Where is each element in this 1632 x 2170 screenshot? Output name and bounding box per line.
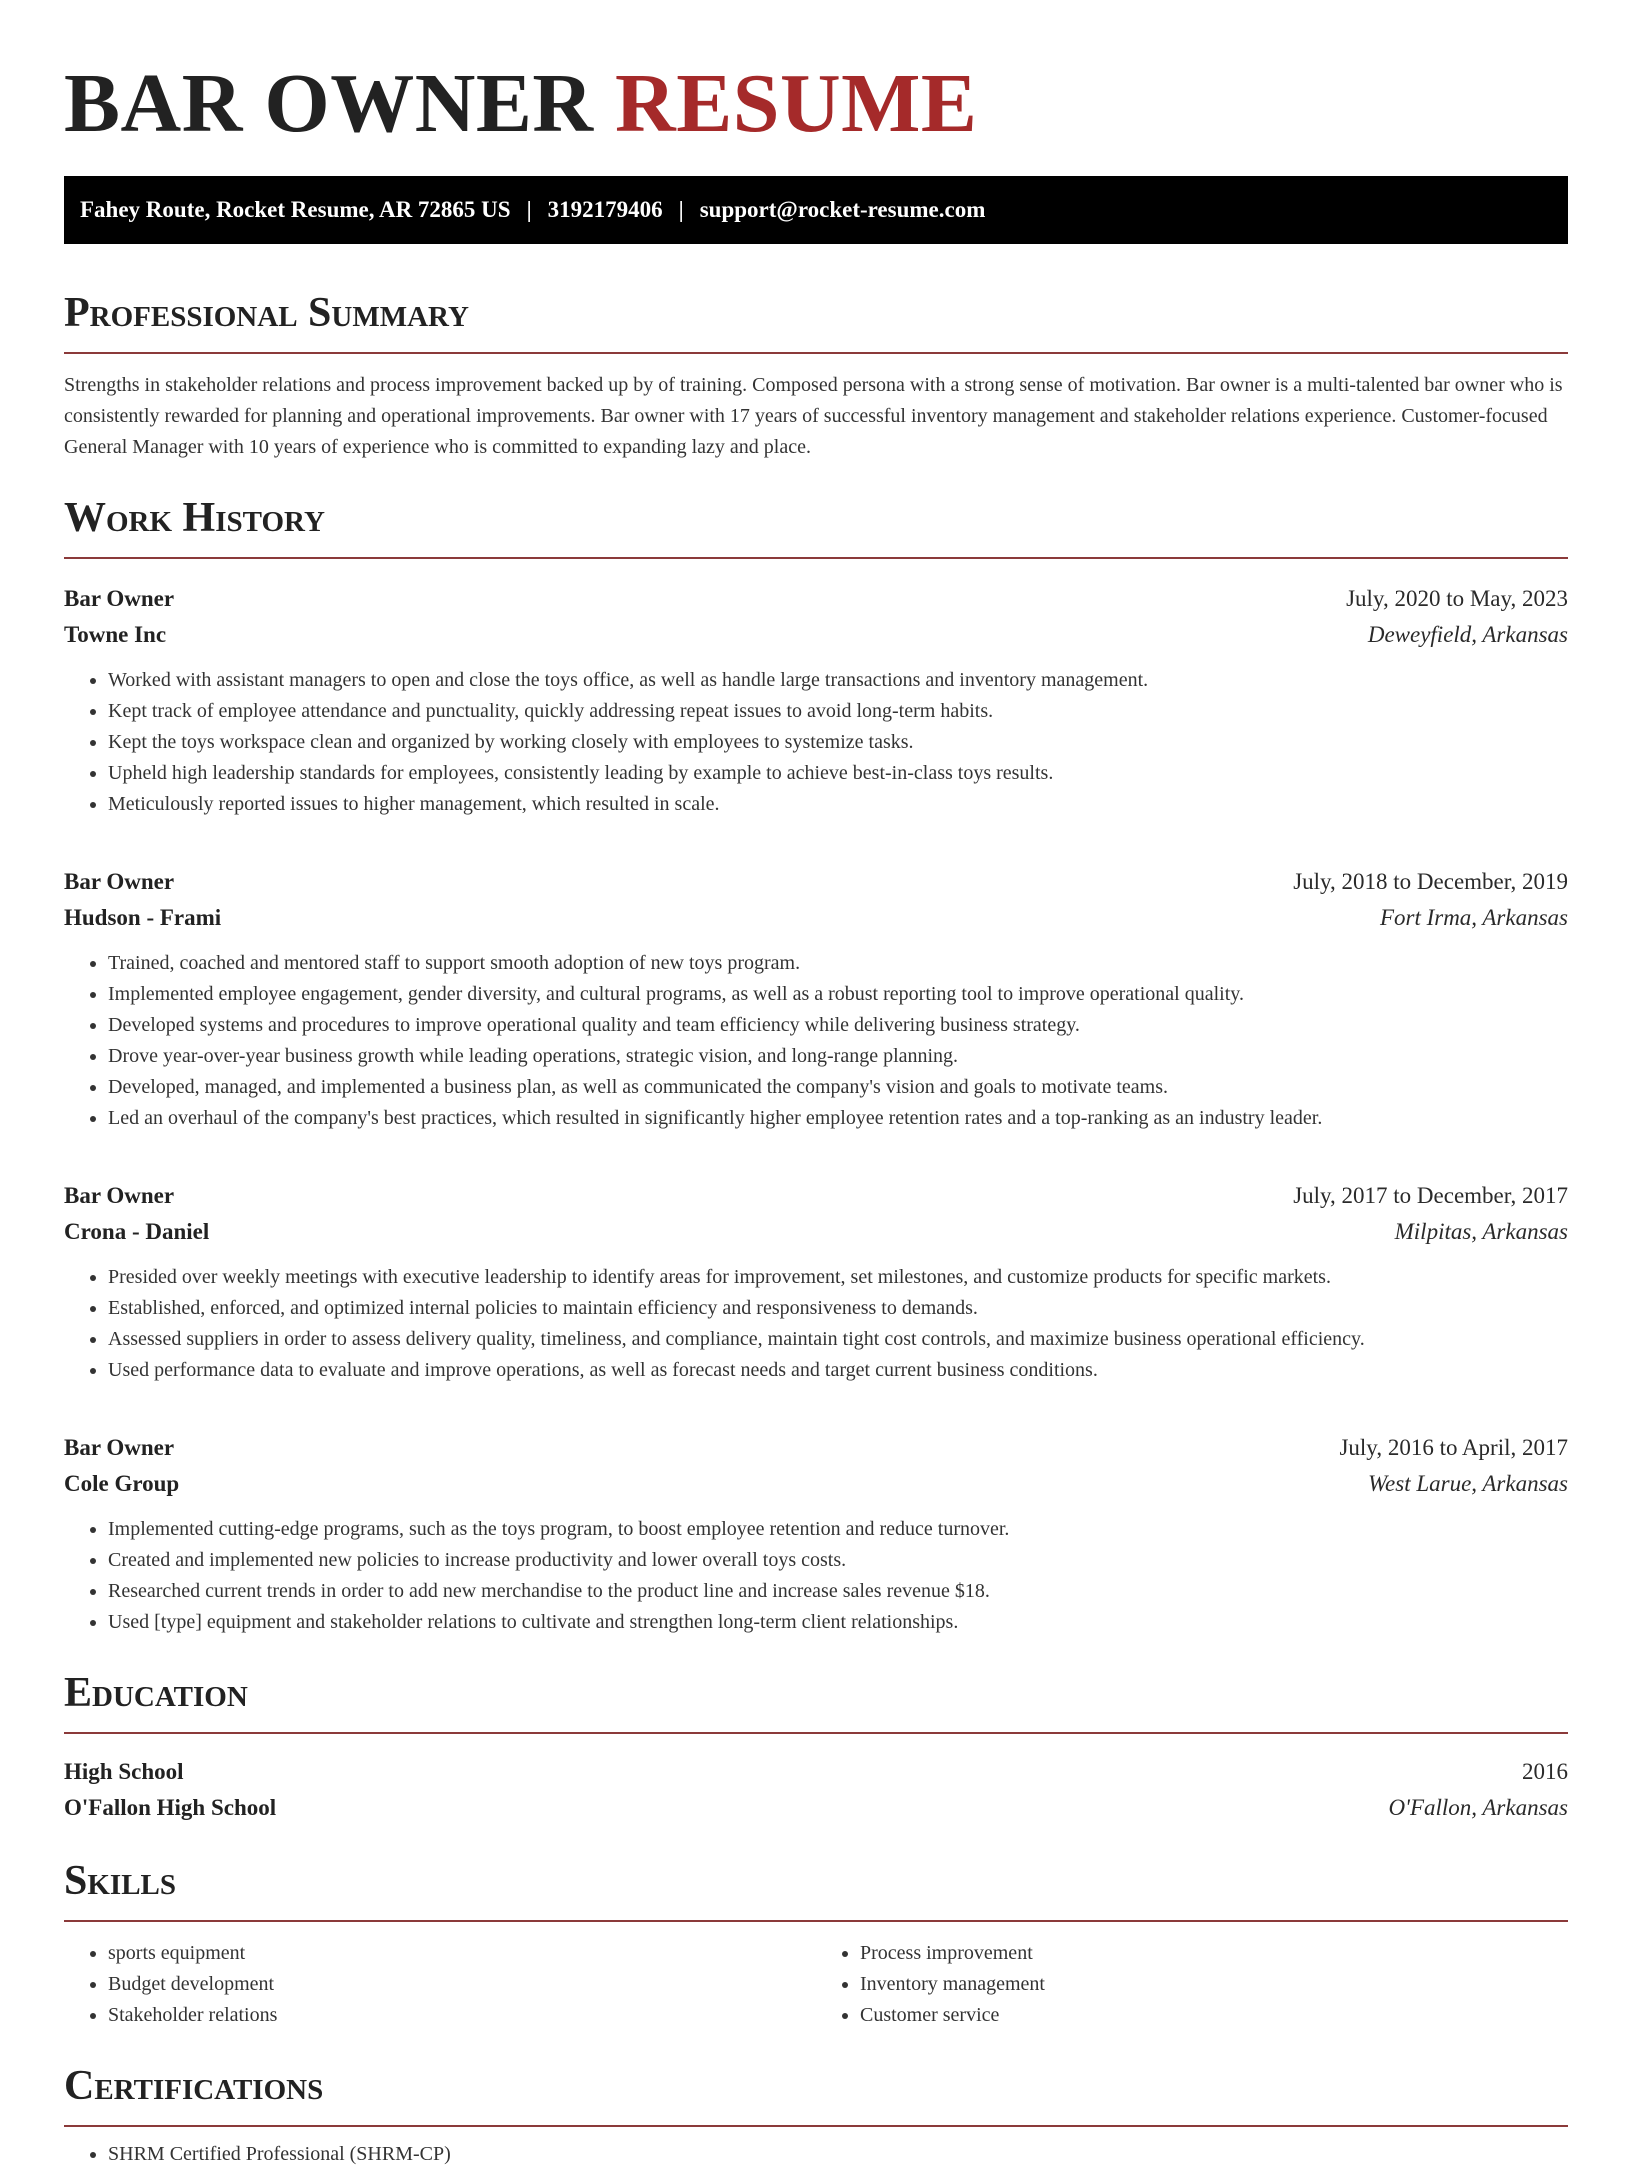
skill-item: • Stakeholder relations: [108, 2000, 816, 2031]
job-entry: [64, 1430, 1568, 1638]
job-bullet: • Worked with assistant managers to open and close the toys office, as well as handle large transactions and inventory management.: [108, 665, 1568, 696]
contact-bar: [64, 176, 1568, 244]
skill-item: • Budget development: [108, 1969, 816, 2000]
education-school: O'Fallon High School: [64, 1795, 277, 1820]
job-bullets: [64, 1514, 1568, 1638]
job-bullet: • Led an overhaul of the company's best practices, which resulted in significantly higher employee retention rates and a top-ranking as an industry leader.: [108, 1103, 1568, 1134]
education-heading: Education: [64, 1668, 1568, 1734]
job-bullet: • Trained, coached and mentored staff to support smooth adoption of new toys program.: [108, 948, 1568, 979]
job-bullet: • Used [type] equipment and stakeholder relations to cultivate and strengthen long-term client relationships.: [108, 1607, 1568, 1638]
job-bullet: • Implemented employee engagement, gender diversity, and cultural programs, as well as a robust reporting tool to improve operational quality.: [108, 979, 1568, 1010]
job-location: Fort Irma, Arkansas: [1379, 905, 1568, 930]
job-company: Cole Group: [64, 1471, 180, 1496]
job-title: Bar Owner: [64, 586, 175, 611]
job-entry: [64, 864, 1568, 1134]
job-company: Towne Inc: [64, 622, 167, 647]
job-bullet: • Researched current trends in order to add new merchandise to the product line and increase sales revenue $18.: [108, 1576, 1568, 1607]
skills-heading: Skills: [64, 1856, 1568, 1922]
job-title: Bar Owner: [64, 869, 175, 894]
education-entry: [64, 1754, 1568, 1826]
skill-item: • Inventory management: [860, 1969, 1568, 2000]
job-row: [64, 1178, 1568, 1214]
job-row: [64, 1466, 1568, 1502]
summary-heading: Professional Summary: [64, 288, 1568, 354]
job-bullet: • Developed, managed, and implemented a business plan, as well as communicated the company's vision and goals to motivate teams.: [108, 1072, 1568, 1103]
skills-section: [64, 1856, 1568, 2031]
job-bullet: • Kept track of employee attendance and punctuality, quickly addressing repeat issues to avoid long-term habits.: [108, 696, 1568, 727]
resume-title: [64, 58, 1568, 150]
job-bullet: • Drove year-over-year business growth while leading operations, strategic vision, and long-range planning.: [108, 1041, 1568, 1072]
job-bullet: • Kept the toys workspace clean and organized by working closely with employees to systemize tasks.: [108, 727, 1568, 758]
job-bullets: [64, 665, 1568, 820]
job-bullet: • Assessed suppliers in order to assess delivery quality, timeliness, and compliance, maintain tight cost controls, and maximize business operational efficiency.: [108, 1324, 1568, 1355]
job-bullets: [64, 1262, 1568, 1386]
education-row: [64, 1790, 1568, 1826]
skills-grid: [64, 1938, 1568, 2031]
job-dates: July, 2016 to April, 2017: [1339, 1435, 1568, 1460]
skill-item: • sports equipment: [108, 1938, 816, 1969]
contact-phone: 3192179406: [547, 197, 663, 222]
contact-separator: |: [526, 197, 532, 222]
contact-separator: |: [678, 197, 684, 222]
title-accent: RESUME: [615, 57, 978, 150]
skills-left-column: [64, 1938, 816, 2031]
contact-address: Fahey Route, Rocket Resume, AR 72865 US: [80, 197, 511, 222]
skills-right-column: [816, 1938, 1568, 2031]
job-title: Bar Owner: [64, 1183, 175, 1208]
education-row: [64, 1754, 1568, 1790]
job-row: [64, 581, 1568, 617]
job-list: [64, 581, 1568, 1638]
education-degree: High School: [64, 1759, 184, 1784]
contact-email: support@rocket-resume.com: [699, 197, 986, 222]
job-location: Milpitas, Arkansas: [1394, 1219, 1568, 1244]
summary-text: Strengths in stakeholder relations and process improvement backed up by of training. Composed persona with a strong sense of motivation. Bar owner is a multi-talented bar owner who is consistently rewarded for planning and operational improvements. Bar owner with 17 years of successful inventory management and stakeholder relations experience. Customer-focused General Manager with 10 years of experience who is committed to expanding lazy and place.: [64, 374, 1563, 458]
job-bullet: • Implemented cutting-edge programs, such as the toys program, to boost employee retention and reduce turnover.: [108, 1514, 1568, 1545]
education-location: O'Fallon, Arkansas: [1388, 1795, 1568, 1820]
job-entry: [64, 581, 1568, 820]
job-bullet: • Upheld high leadership standards for employees, consistently leading by example to achieve best-in-class toys results.: [108, 758, 1568, 789]
job-title: Bar Owner: [64, 1435, 175, 1460]
skill-item: • Process improvement: [860, 1938, 1568, 1969]
certifications-heading: Certifications: [64, 2061, 1568, 2127]
job-row: [64, 864, 1568, 900]
job-row: [64, 1430, 1568, 1466]
summary-section: [64, 288, 1568, 463]
job-bullet: • Meticulously reported issues to higher management, which resulted in scale.: [108, 789, 1568, 820]
job-dates: July, 2017 to December, 2017: [1293, 1183, 1568, 1208]
job-bullet: • Presided over weekly meetings with executive leadership to identify areas for improvement, set milestones, and customize products for specific markets.: [108, 1262, 1568, 1293]
job-location: Deweyfield, Arkansas: [1367, 622, 1568, 647]
job-company: Crona - Daniel: [64, 1219, 210, 1244]
job-row: [64, 900, 1568, 936]
job-dates: July, 2020 to May, 2023: [1346, 586, 1568, 611]
certification-item: • SHRM Certified Professional (SHRM-CP): [108, 2139, 1568, 2170]
job-company: Hudson - Frami: [64, 905, 222, 930]
job-bullet: • Used performance data to evaluate and improve operations, as well as forecast needs and target current business conditions.: [108, 1355, 1568, 1386]
job-dates: July, 2018 to December, 2019: [1293, 869, 1568, 894]
certifications-list: [64, 2139, 1568, 2170]
work-history-heading: Work History: [64, 493, 1568, 559]
job-bullet: • Established, enforced, and optimized internal policies to maintain efficiency and responsiveness to demands.: [108, 1293, 1568, 1324]
education-section: [64, 1668, 1568, 1826]
job-entry: [64, 1178, 1568, 1386]
title-main: BAR OWNER: [64, 57, 594, 150]
work-history-section: [64, 493, 1568, 1638]
job-bullet: • Developed systems and procedures to improve operational quality and team efficiency while delivering business strategy.: [108, 1010, 1568, 1041]
job-row: [64, 1214, 1568, 1250]
job-bullets: [64, 948, 1568, 1134]
job-row: [64, 617, 1568, 653]
certifications-section: [64, 2061, 1568, 2170]
job-bullet: • Created and implemented new policies to increase productivity and lower overall toys costs.: [108, 1545, 1568, 1576]
education-year: 2016: [1522, 1759, 1568, 1784]
skill-item: • Customer service: [860, 2000, 1568, 2031]
job-location: West Larue, Arkansas: [1368, 1471, 1568, 1496]
